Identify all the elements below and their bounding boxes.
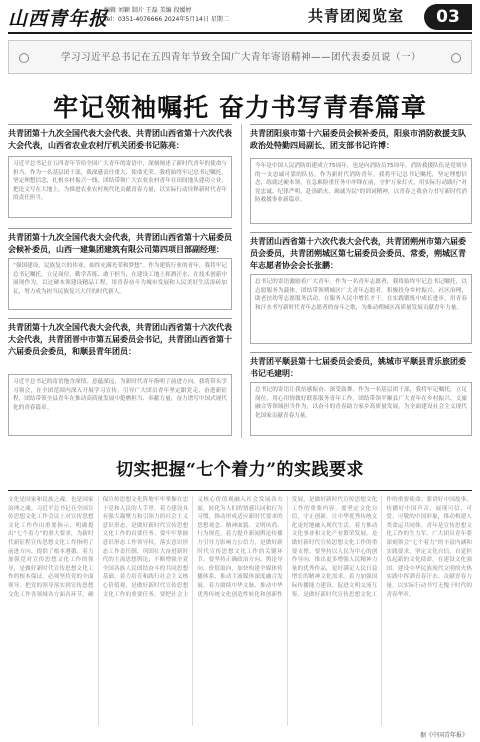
delegate-heading-right-3: 共青团平顺县第十七届委员会委员，姚城市平顺县青乐旅团委书记毛建明： — [250, 357, 466, 378]
delegate-quote-box-right-3 — [250, 382, 472, 436]
left-top-rule — [8, 124, 232, 125]
right-rule-2 — [250, 232, 472, 233]
article-body: 文化是国家和民族之魂，也是国家治理之魂。习近平总书记在全国宣传思想文化工作会议上对宣传思想文化工作作出重要指示，明确提出“七个着力”的重大要求，为新时代新征程宣传思想文化工作指明了前进方向、提供了根本遵循。着力加强党对宣传思想文化工作的领导，是做好新时代宣传思想文化工作的根本保证。必须坚持党的全面领导，把党的领导落实到宣传思想文化工作各领域各方面各环节，确保宣传思想文化阵地牢牢掌握在忠于党和人民的人手里。着力建设具有强大凝聚力和引领力的社会主义意识形态，是做好新时代宣传思想文化工作的首要任务。要牢牢掌握意识形态工作领导权，落实意识形态工作责任制，巩固壮大奋进新时代的主流思想舆论，不断增强全党全国各族人民团结奋斗的共同思想基础。着力培育和践行社会主义核心价值观，是做好新时代宣传思想文化工作的重要任务。要把社会主义核心价值观融入社会发展各方面，转化为人们的情感认同和行为习惯，推动形成适应新时代要求的思想观念、精神面貌、文明风尚、行为规范。着力提升新闻舆论传播力引导力影响力公信力，是做好新时代宣传思想文化工作的关键环节。要坚持正确政治方向、舆论导向、价值取向，加快构建全媒体传播体系，推动主流媒体深度融合发展。着力赓续中华文脉、推动中华优秀传统文化创造性转化和创新性发展，是做好新时代宣传思想文化工作的重要内容。要坚定文化自信，守正创新，让中华优秀传统文化更好地融入现代生活。着力推动文化事业和文化产业繁荣发展，是做好新时代宣传思想文化工作的重要支撑。要坚持以人民为中心的创作导向，推出更多增强人民精神力量的优秀作品，更好满足人民日益增长的精神文化需求。着力加强国际传播能力建设、促进文明交流互鉴，是做好新时代宣传思想文化工作的重要使命。要讲好中国故事、传播好中国声音，展现可信、可爱、可敬的中国形象，推动构建人类命运共同体。青年是宣传思想文化工作的生力军，广大团员青年要深刻领会“七个着力”的丰富内涵和实践要求，坚定文化自信，自觉担负起新的文化使命，在建设文化强国、建设中华民族现代文明的火热实践中挥洒青春汗水、贡献青春力量，以实际行动书写无愧于时代的青春华章。 — [8, 497, 472, 598]
delegate-heading-right-1: 共青团阳泉市第十六届委员会候补委员，阳泉市消防救援支队政治处特勤四局副长、团支部书记许博： — [250, 129, 466, 150]
delegate-quote-right-1: 今年是中国人民消防组建成立75周年，也是向消防员75周年。消防救援队伍是党领导的一支忠诚可靠的队伍，作为新时代消防青年，我将牢记总书记嘱托，坚定理想信念，练就过硬本领，在急难险重任务中冲锋在前，守护万家灯火，用实际行动践行“对党忠诚、纪律严明、赴汤蹈火、竭诚为民”的训词精神，以青春之我奋力书写新时代消防救援事业新篇章。 — [255, 163, 467, 204]
delegate-quote-right-3: 总书记的寄语让我倍感振奋、深受鼓舞。作为一名基层团干部，我将牢记嘱托，立足岗位，用心用情做好联系服务青年工作，团结带领平顺县广大青年在乡村振兴、文旅融合等领域担当作为，以奋斗的青春助力家乡高质量发展，为全面建设社会主义现代化国家贡献青春力量。 — [255, 387, 467, 419]
delegate-quote-box-left-2 — [8, 258, 232, 310]
section-rule — [8, 490, 472, 491]
delegate-heading-left-1: 共青团第十九次全国代表大会代表、共青团山西省第十六次代表大会代表，山西省农业农村厅机关团委书记陈亮： — [8, 129, 232, 150]
main-headline: 牢记领袖嘱托 奋力书写青春篇章 — [53, 93, 427, 122]
contact-date: Tel：0351-4076666 2024年5月14日 星期二 — [104, 16, 229, 23]
right-rule-3 — [250, 352, 472, 353]
delegate-heading-right-2: 共青团山西省第十六次代表大会代表，共青团朔州市第六届委员会委员，共青团朔城区第七届委员会委员、常委，朔城区青年志愿者协会会长张鹏： — [250, 237, 466, 270]
delegate-quote-box-right-1 — [250, 158, 472, 224]
section-title: 共青团阅览室 — [308, 7, 405, 25]
topic-banner — [8, 40, 472, 74]
delegate-heading-left-3: 共青团第十九次全国代表大会代表，共青团山西省第十六次代表大会代表，共青团晋中市第五届委员会书记，共青团山西省第十六届委员会委员，和顺县青年团员： — [8, 323, 232, 356]
column-divider — [241, 124, 242, 438]
right-top-rule — [250, 124, 472, 125]
delegate-quote-left-3: 习近平总书记的寄语饱含深情、意蕴深远，为新时代青年指明了前进方向。我将带头学习领会，在全团范围内深入开展学习宣传，引导广大团员青年坚定跟党走、奋进新征程，团结带领全县青年在推动高质量发展中挺膺担当、奉献力量，奋力谱写中国式现代化的青春篇章。 — [13, 379, 227, 411]
article-source-note: 据《中国青年报》 — [420, 732, 469, 739]
masthead — [8, 4, 472, 34]
editor-credits: 编辑 刘颖 制片 王磊 美编 段媛婷 — [104, 7, 192, 14]
delegate-quote-left-1: 习近平总书记在五四青年节给全国广大青年的寄语中，深刻阐述了新时代青年的使命与担当。作为一名基层团干部，我深感责任重大、使命光荣。我将始终牢记总书记嘱托，坚定理想信念，扎根乡村振兴一线，团结带领广大农业农村青年在田间地头建功立业，把论文写在大地上，为推进农业农村现代化贡献青春力量，以实际行动诠释新时代青年的责任担当。 — [13, 161, 227, 202]
delegate-quote-right-2: 总书记的寄语激励着广大青年。作为一名青年志愿者，我将始终牢记总书记嘱托，以志愿服务为载体，团结带领朔城区广大青年志愿者，积极投身乡村振兴、社区治理、助老扶幼等志愿服务活动，在服务人民中增长才干，在实践锻炼中成长进步，用青春和汗水书写新时代青年志愿者的奋斗之歌，为推动朔城区高质量发展贡献青年力量。 — [255, 279, 467, 311]
banner-right-circle-icon — [451, 53, 461, 63]
section-heading: 切实把握“七个着力”的实践要求 — [115, 460, 365, 480]
left-rule-2 — [8, 228, 232, 229]
banner-text: 学习习近平总书记在五四青年节致全国广大青年寄语精神——团代表委员说（一） — [60, 52, 421, 63]
delegate-heading-left-2: 共青团第十九次全国代表大会代表，共青团山西省第十六届委员会候补委员，山西一建集团建筑有限公司第四项目部副经理： — [8, 233, 232, 254]
header-info — [104, 6, 229, 24]
newspaper-logo: 山西青年报 — [8, 8, 109, 30]
delegate-quote-box-left-3 — [8, 374, 232, 436]
delegate-quote-box-left-1 — [8, 156, 232, 218]
page-number-badge: 03 — [424, 4, 472, 30]
left-rule-3 — [8, 318, 232, 319]
delegate-quote-box-right-2 — [250, 274, 472, 344]
delegate-quote-left-2: “强国建设、民族复兴的伟业，始终充满光荣和梦想”。作为建筑行业的青年，我将牢记总书记嘱托，立足岗位、勤学苦练、敢于担当，在建设工地上挥洒汗水，在技术创新中展现作为，以过硬本领建设精品工程，用青春奋斗为城市发展和人民美好生活添砖加瓦，努力成为担当民族复兴大任的时代新人。 — [13, 263, 227, 295]
